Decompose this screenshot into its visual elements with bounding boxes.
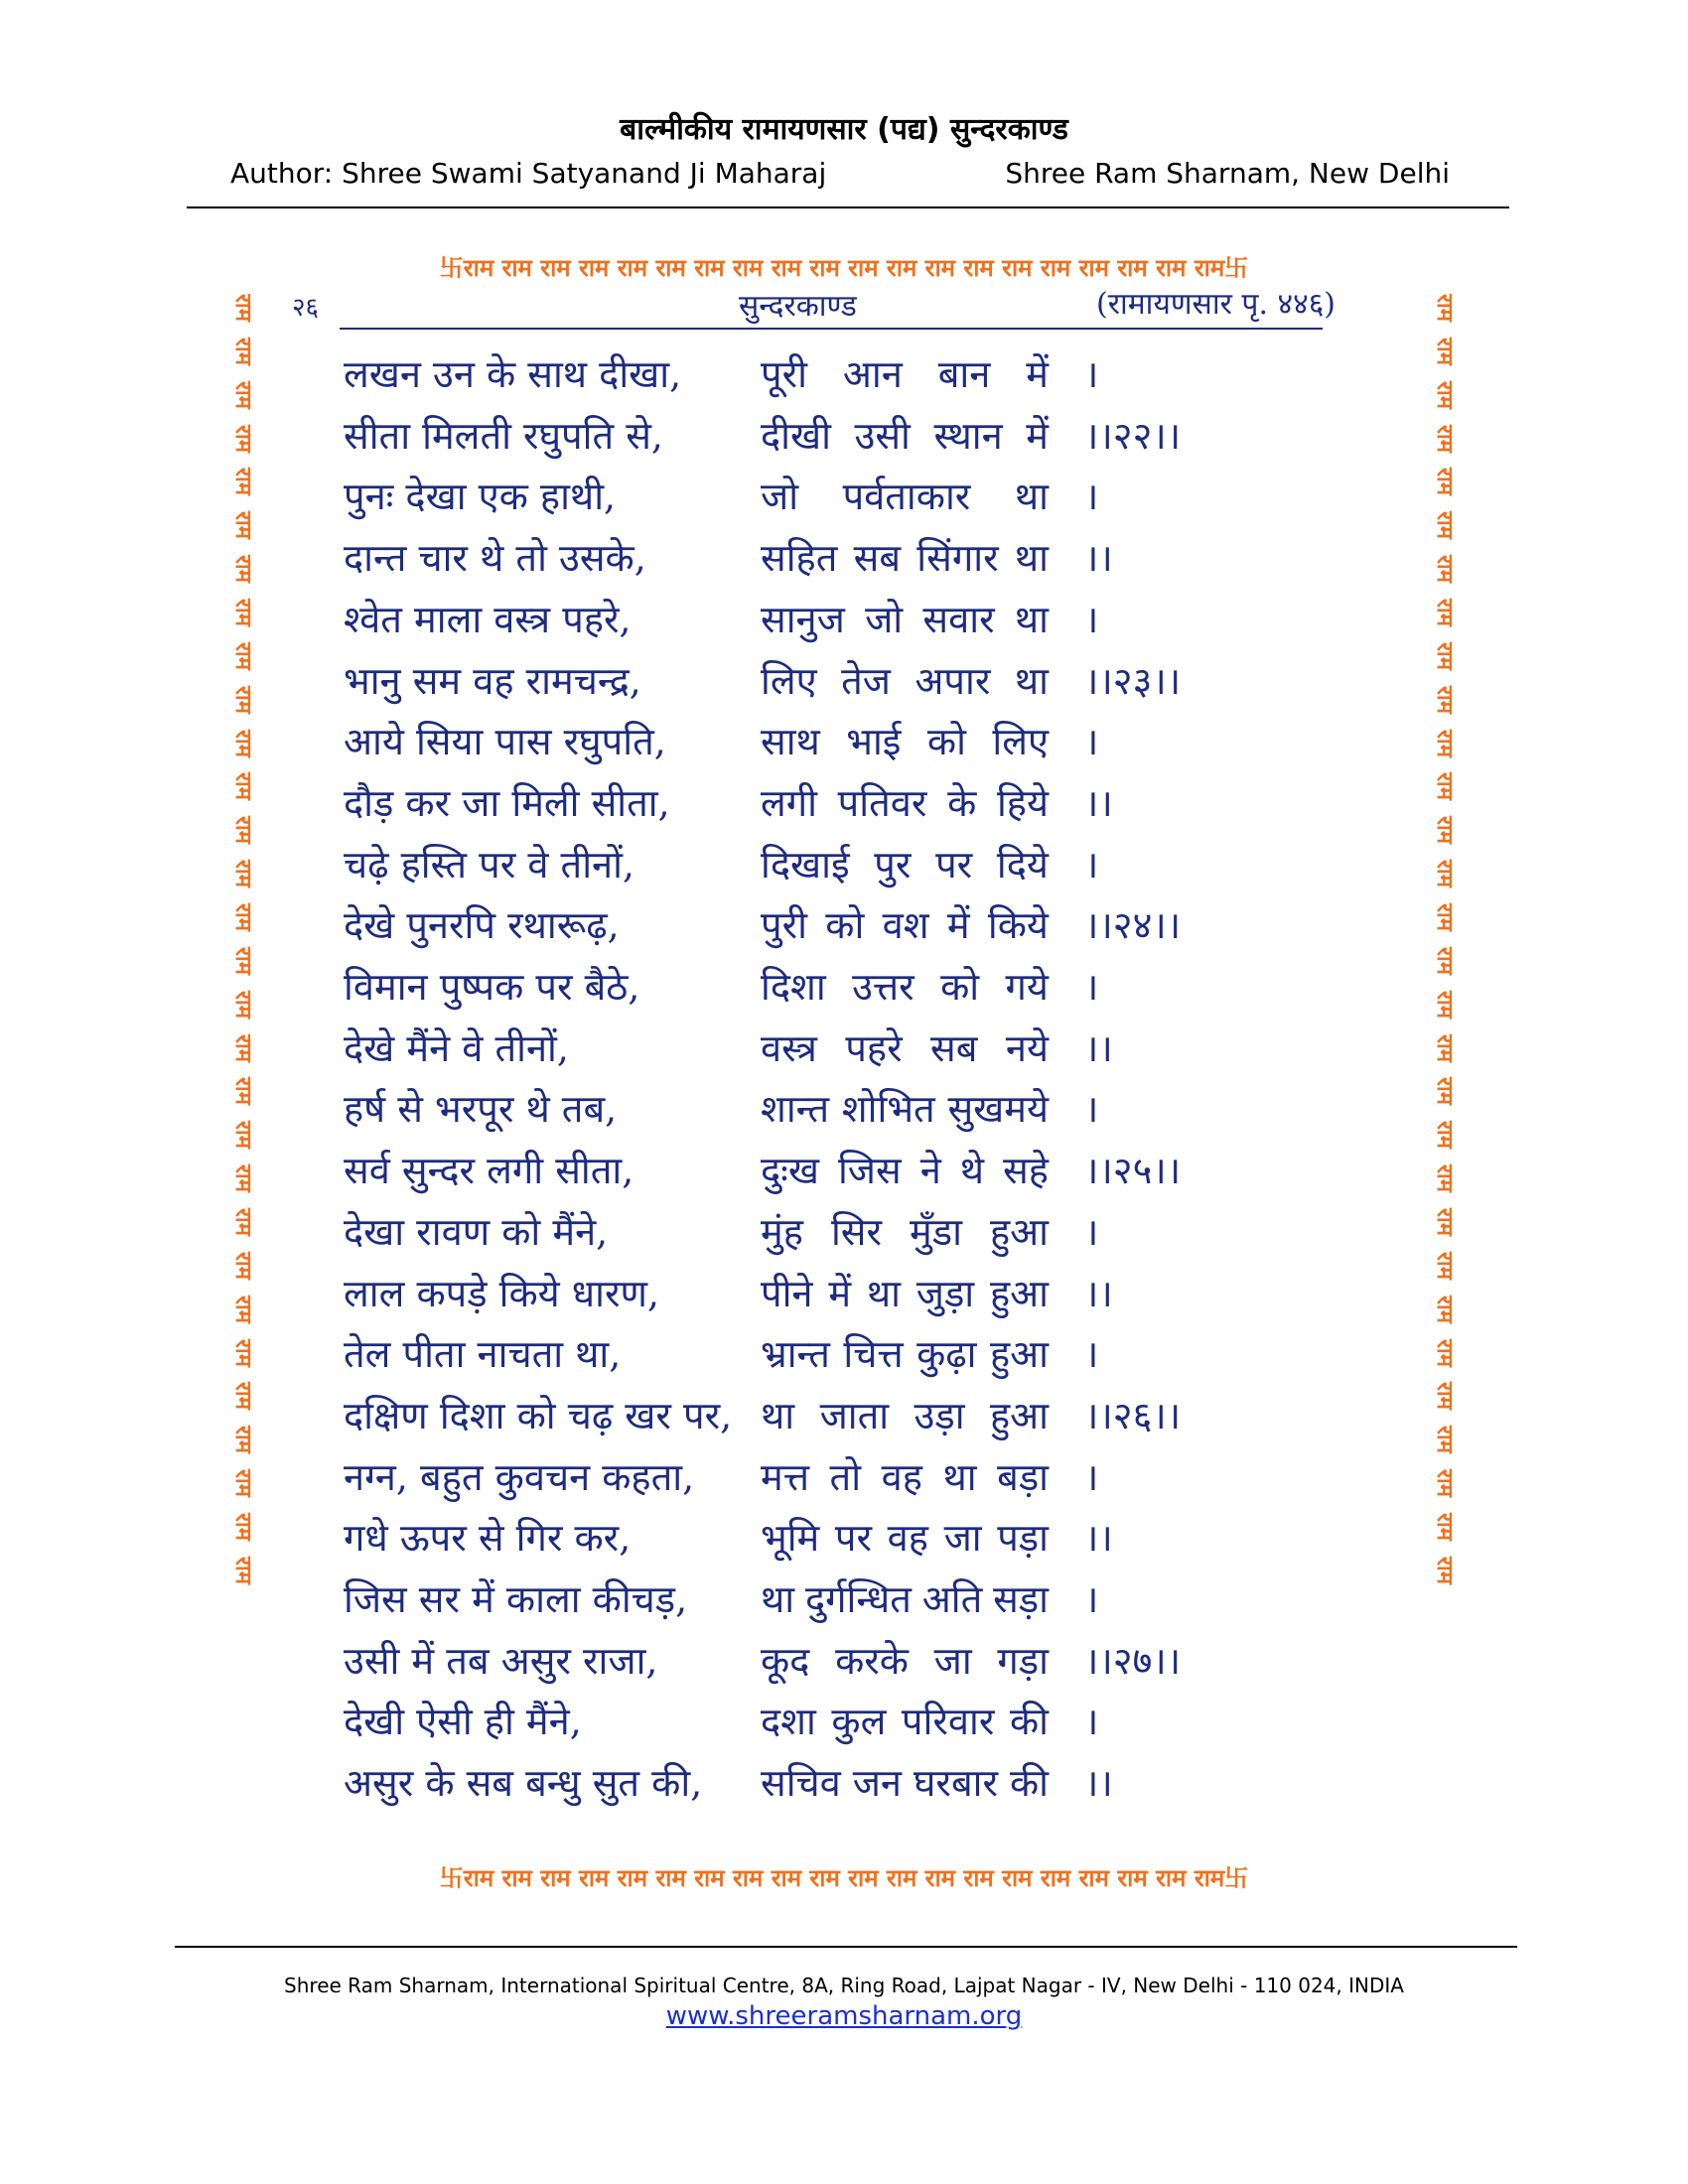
verse-word: थे bbox=[959, 1149, 985, 1193]
verse-word: बड़ा bbox=[997, 1454, 1049, 1499]
verse-end-mark: । bbox=[1084, 352, 1099, 396]
page-number: २६ bbox=[292, 293, 320, 323]
verse-word: सचिव bbox=[761, 1761, 841, 1806]
verse-word: वह bbox=[887, 1516, 928, 1561]
organization-line: Shree Ram Sharnam, New Delhi bbox=[1005, 157, 1450, 190]
verse-second-half bbox=[761, 1022, 1049, 1073]
verse-first-half: देखा रावण को मैंने, bbox=[344, 1209, 609, 1254]
section-title: सुन्दरकाण्ड bbox=[739, 289, 857, 324]
verse-word: जिस bbox=[837, 1149, 902, 1193]
verse-word: पर bbox=[935, 842, 973, 887]
verse-end-mark: । bbox=[1084, 475, 1099, 519]
footer-divider bbox=[175, 1946, 1517, 1948]
verse-word: हिये bbox=[996, 780, 1049, 825]
verse-word: हुआ bbox=[989, 1271, 1049, 1315]
verse-word: घरबार bbox=[913, 1761, 999, 1806]
verse-word: पर bbox=[834, 1516, 873, 1561]
verse-word: सिंगार bbox=[916, 536, 999, 581]
verse-word: सड़ा bbox=[993, 1577, 1049, 1621]
verse-word: में bbox=[946, 903, 970, 948]
verse-second-half bbox=[761, 776, 1049, 828]
verse-word: गड़ा bbox=[997, 1638, 1049, 1683]
verse-word: मुँडा bbox=[910, 1209, 962, 1254]
border-left: रामरामरामरामरामरामरामरामरामरामरामरामरामरामरामरामरामरामरामरामरामरामरामरामरामरामरामरामरामराम bbox=[230, 294, 256, 1584]
verse-word: दिशा bbox=[761, 965, 826, 1009]
author-line: Author: Shree Swami Satyanand Ji Maharaj bbox=[230, 157, 827, 190]
verse-word: भ्रान्त bbox=[761, 1332, 830, 1377]
verse-end-mark: ।। bbox=[1084, 1516, 1113, 1561]
verse-first-half: देखी ऐसी ही मैंने, bbox=[344, 1700, 582, 1744]
verse-second-half bbox=[761, 409, 1049, 461]
verse-first-half: हर्ष से भरपूर थे तब, bbox=[344, 1087, 618, 1132]
verse-end-mark: ।।२३।। bbox=[1084, 658, 1182, 703]
verse-word: जा bbox=[943, 1516, 982, 1561]
verse-first-half: जिस सर में काला कीचड़, bbox=[344, 1577, 688, 1621]
verse-second-half bbox=[761, 1756, 1049, 1808]
verse-word: ने bbox=[919, 1149, 941, 1193]
verse-end-mark: ।। bbox=[1084, 1271, 1113, 1315]
verse-second-half bbox=[761, 1695, 1049, 1746]
verse-first-half: असुर के सब बन्धु सुत की, bbox=[344, 1761, 703, 1806]
verse-second-half bbox=[761, 654, 1049, 706]
verse-end-mark: ।।२२।। bbox=[1084, 413, 1182, 458]
verse-word: सवार bbox=[922, 597, 995, 641]
verse-word: था bbox=[761, 1393, 795, 1437]
verse-end-mark: । bbox=[1084, 720, 1099, 764]
verse-word: के bbox=[947, 780, 977, 825]
verse-word: करके bbox=[835, 1638, 909, 1683]
verse-word: भूमि bbox=[761, 1516, 820, 1561]
verse-word: स्थान bbox=[933, 413, 1003, 458]
verse-word: दुर्गन्धित bbox=[804, 1577, 912, 1621]
verse-word: भाई bbox=[846, 720, 902, 764]
verse-second-half bbox=[761, 960, 1049, 1012]
verse-first-half: दौड़ कर जा मिली सीता, bbox=[344, 780, 670, 825]
verse-second-half bbox=[761, 898, 1049, 950]
verse-second-half bbox=[761, 1267, 1049, 1318]
verse-word: शान्त bbox=[761, 1087, 830, 1132]
verse-word: परिवार bbox=[901, 1700, 995, 1744]
verse-word: सानुज bbox=[761, 597, 845, 641]
verse-word: बान bbox=[937, 352, 991, 396]
verse-word: वस्त्र bbox=[761, 1025, 817, 1070]
verse-word: दुःख bbox=[761, 1149, 819, 1193]
verse-word: उसी bbox=[854, 413, 911, 458]
verse-end-mark: । bbox=[1084, 1087, 1099, 1132]
verse-first-half: दान्त चार थे तो उसके, bbox=[344, 536, 646, 581]
verse-word: जाता bbox=[819, 1393, 890, 1437]
verse-word: अपार bbox=[914, 658, 991, 703]
verse-first-half: लखन उन के साथ दीखा, bbox=[344, 352, 682, 396]
verse-word: था bbox=[866, 1271, 901, 1315]
verse-second-half bbox=[761, 1144, 1049, 1195]
verse-end-mark: । bbox=[1084, 842, 1099, 887]
verse-word: था bbox=[761, 1577, 795, 1621]
verse-word: वश bbox=[882, 903, 929, 948]
verse-word: कुल bbox=[831, 1700, 887, 1744]
header-divider bbox=[187, 206, 1509, 208]
verse-word: जा bbox=[933, 1638, 972, 1683]
verse-word: दिये bbox=[996, 842, 1049, 887]
verse-end-mark: ।।२६।। bbox=[1084, 1393, 1182, 1437]
verse-word: कूद bbox=[761, 1638, 810, 1683]
verse-end-mark: । bbox=[1084, 1454, 1099, 1499]
verse-second-half bbox=[761, 1327, 1049, 1379]
verse-word: सब bbox=[853, 536, 902, 581]
verse-end-mark: । bbox=[1084, 1209, 1099, 1254]
verse-word: पड़ा bbox=[997, 1516, 1049, 1561]
verse-word: पतिवर bbox=[837, 780, 927, 825]
border-top: 卐राम राम राम राम राम राम राम राम राम राम राम राम राम राम राम राम राम राम राम राम卐 bbox=[439, 253, 1249, 282]
verse-first-half: सर्व सुन्दर लगी सीता, bbox=[344, 1149, 634, 1193]
verse-word: था bbox=[1014, 597, 1049, 641]
verse-end-mark: । bbox=[1084, 1577, 1099, 1621]
verse-first-half: गधे ऊपर से गिर कर, bbox=[344, 1516, 632, 1561]
verse-second-half bbox=[761, 1511, 1049, 1563]
verse-word: शोभित bbox=[841, 1087, 935, 1132]
verse-word: था bbox=[1014, 536, 1049, 581]
verse-second-half bbox=[761, 593, 1049, 644]
verse-word: दीखी bbox=[761, 413, 831, 458]
page-title: बाल्मीकीय रामायणसार (पद्य) सुन्दरकाण्ड bbox=[620, 112, 1068, 147]
verse-word: लिए bbox=[992, 720, 1049, 764]
verse-word: आन bbox=[842, 352, 903, 396]
verse-second-half bbox=[761, 1389, 1049, 1440]
verse-word: जुड़ा bbox=[915, 1271, 975, 1315]
verse-word: सहित bbox=[761, 536, 838, 581]
verse-end-mark: । bbox=[1084, 965, 1099, 1009]
verse-word: पूरी bbox=[761, 352, 807, 396]
verse-word: जन bbox=[852, 1761, 903, 1806]
verse-word: में bbox=[828, 1271, 852, 1315]
verse-word: को bbox=[926, 720, 966, 764]
verse-word: की bbox=[1009, 1700, 1049, 1744]
verse-end-mark: । bbox=[1084, 597, 1099, 641]
verse-word: लगी bbox=[761, 780, 818, 825]
verse-word: वह bbox=[881, 1454, 922, 1499]
verse-word: मुंह bbox=[761, 1209, 803, 1254]
verse-second-half bbox=[761, 1572, 1049, 1624]
verse-word: तेज bbox=[841, 658, 891, 703]
verse-word: तो bbox=[829, 1454, 862, 1499]
verse-word: लिए bbox=[761, 658, 817, 703]
verse-second-half bbox=[761, 347, 1049, 399]
verse-word: उड़ा bbox=[914, 1393, 965, 1437]
verse-word: जो bbox=[865, 597, 904, 641]
verse-word: हुआ bbox=[989, 1209, 1049, 1254]
verse-word: सब bbox=[930, 1025, 978, 1070]
verse-first-half: दक्षिण दिशा को चढ़ खर पर, bbox=[344, 1393, 733, 1437]
verse-word: दिखाई bbox=[761, 842, 850, 887]
verse-second-half bbox=[761, 715, 1049, 766]
verse-second-half bbox=[761, 1205, 1049, 1257]
verse-end-mark: ।।२५।। bbox=[1084, 1149, 1182, 1193]
verse-second-half bbox=[761, 470, 1049, 521]
verse-end-mark: ।।२७।। bbox=[1084, 1638, 1182, 1683]
verse-word: था bbox=[1014, 658, 1049, 703]
verse-word: गये bbox=[1005, 965, 1049, 1009]
verse-word: पहरे bbox=[845, 1025, 903, 1070]
verse-word: नये bbox=[1005, 1025, 1049, 1070]
verse-second-half bbox=[761, 1082, 1049, 1134]
verse-first-half: तेल पीता नाचता था, bbox=[344, 1332, 622, 1377]
verse-word: था bbox=[1014, 475, 1049, 519]
verse-word: जो bbox=[761, 475, 799, 519]
verse-word: हुआ bbox=[989, 1393, 1049, 1437]
verse-word: पीने bbox=[761, 1271, 813, 1315]
verse-word: था bbox=[942, 1454, 977, 1499]
verse-second-half bbox=[761, 1634, 1049, 1686]
verse-end-mark: ।। bbox=[1084, 536, 1113, 581]
verse-word: अति bbox=[921, 1577, 983, 1621]
verse-end-mark: ।।२४।। bbox=[1084, 903, 1182, 948]
verse-word: की bbox=[1009, 1761, 1049, 1806]
verse-end-mark: ।। bbox=[1084, 780, 1113, 825]
verse-word: चित्त bbox=[843, 1332, 904, 1377]
verse-first-half: उसी में तब असुर राजा, bbox=[344, 1638, 658, 1683]
verse-first-half: लाल कपड़े किये धारण, bbox=[344, 1271, 660, 1315]
border-bottom: 卐राम राम राम राम राम राम राम राम राम राम राम राम राम राम राम राम राम राम राम राम卐 bbox=[439, 1863, 1249, 1892]
verse-word: सुखमये bbox=[947, 1087, 1049, 1132]
verse-word: कुढ़ा bbox=[916, 1332, 977, 1377]
verse-first-half: भानु सम वह रामचन्द्र, bbox=[344, 658, 641, 703]
verse-word: सहे bbox=[1003, 1149, 1049, 1193]
verse-end-mark: ।। bbox=[1084, 1761, 1113, 1806]
verse-end-mark: । bbox=[1084, 1700, 1099, 1744]
verse-word: उत्तर bbox=[852, 965, 914, 1009]
verse-word: में bbox=[1026, 413, 1049, 458]
verse-word: पुर bbox=[874, 842, 912, 887]
verse-word: पर्वताकार bbox=[842, 475, 971, 519]
footer-address: Shree Ram Sharnam, International Spiritual Centre, 8A, Ring Road, Lajpat Nagar - IV, New Delhi - 110 024, INDIA bbox=[284, 1974, 1404, 1997]
verse-first-half: विमान पुष्पक पर बैठे, bbox=[344, 965, 640, 1009]
verse-first-half: चढ़े हस्ति पर वे तीनों, bbox=[344, 842, 635, 887]
verse-first-half: श्वेत माला वस्त्र पहरे, bbox=[344, 597, 632, 641]
verse-word: पुरी bbox=[761, 903, 807, 948]
verse-word: मत्त bbox=[761, 1454, 809, 1499]
verse-first-half: देखे पुनरपि रथारूढ़, bbox=[344, 903, 620, 948]
verse-word: को bbox=[825, 903, 865, 948]
verse-end-mark: ।। bbox=[1084, 1025, 1113, 1070]
verse-second-half bbox=[761, 531, 1049, 583]
verse-first-half: आये सिया पास रघुपति, bbox=[344, 720, 666, 764]
verse-word: में bbox=[1026, 352, 1049, 396]
scripture-page bbox=[222, 248, 1466, 1906]
border-right: रामरामरामरामरामरामरामरामरामरामरामरामरामरामरामरामरामरामरामरामरामरामरामरामरामरामरामरामरामराम bbox=[1432, 294, 1458, 1584]
verse-first-half: पुनः देखा एक हाथी, bbox=[344, 475, 617, 519]
section-divider bbox=[340, 328, 1323, 330]
verse-word: साथ bbox=[761, 720, 820, 764]
verse-word: किये bbox=[987, 903, 1049, 948]
verse-second-half bbox=[761, 838, 1049, 889]
verse-first-half: सीता मिलती रघुपति से, bbox=[344, 413, 663, 458]
page-reference: (रामायणसार पृ. ४४६) bbox=[1096, 287, 1336, 322]
verse-first-half: देखे मैंने वे तीनों, bbox=[344, 1025, 569, 1070]
verse-word: को bbox=[940, 965, 980, 1009]
verse-word: हुआ bbox=[989, 1332, 1049, 1377]
verse-end-mark: । bbox=[1084, 1332, 1099, 1377]
verse-second-half bbox=[761, 1450, 1049, 1502]
website-link[interactable]: www.shreeramsharnam.org bbox=[665, 2001, 1023, 2031]
verse-first-half: नग्न, बहुत कुवचन कहता, bbox=[344, 1454, 695, 1499]
verse-word: सिर bbox=[830, 1209, 883, 1254]
verse-word: दशा bbox=[761, 1700, 816, 1744]
